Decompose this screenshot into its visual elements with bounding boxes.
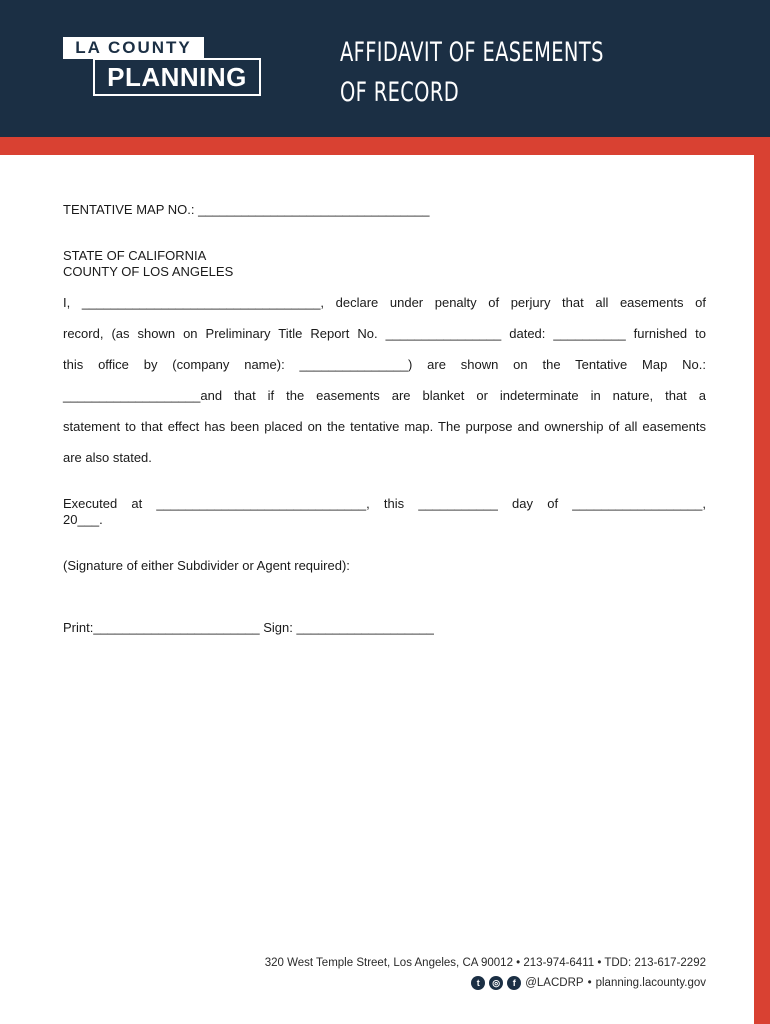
title-line-2: OF RECORD (340, 77, 460, 108)
tentative-map-field[interactable]: TENTATIVE MAP NO.: ________________________________ (63, 202, 430, 217)
executed-line[interactable]: Executed at _____________________________, this ___________ day of __________________, (63, 496, 706, 511)
county-label: COUNTY OF LOS ANGELES (63, 264, 234, 279)
declaration-line-1[interactable]: I, _________________________________, declare under penalty of perjury that all easements of (63, 295, 706, 310)
declaration-line-5: statement to that effect has been placed on the tentative map. The purpose and ownership of all easements (63, 419, 706, 434)
declaration-line-6: are also stated. (63, 450, 152, 465)
print-sign-fields[interactable]: Print:_______________________ Sign: ___________________ (63, 620, 434, 635)
footer-address: 320 West Temple Street, Los Angeles, CA 90012 • 213-974-6411 • TDD: 213-617-2292 (264, 957, 706, 969)
state-label: STATE OF CALIFORNIA (63, 248, 207, 263)
footer-social (471, 976, 706, 990)
logo-la-county: LA COUNTY (63, 37, 204, 59)
website-link[interactable]: planning.lacounty.gov (595, 977, 706, 989)
declaration-line-2[interactable]: record, (as shown on Preliminary Title Report No. ________________ dated: __________ furnished to (63, 326, 706, 341)
footer-separator: • (587, 977, 592, 989)
declaration-line-4[interactable]: ___________________and that if the easements are blanket or indeterminate in nature, that a (63, 388, 706, 403)
red-side-bar (754, 137, 770, 1024)
social-handle[interactable]: @LACDRP (525, 977, 584, 989)
declaration-line-3[interactable]: this office by (company name): _______________) are shown on the Tentative Map No.: (63, 357, 706, 372)
signature-note: (Signature of either Subdivider or Agent required): (63, 558, 350, 573)
header-banner (0, 0, 770, 137)
twitter-icon[interactable]: t (471, 976, 485, 990)
logo-planning: PLANNING (93, 58, 261, 96)
facebook-icon[interactable]: f (507, 976, 521, 990)
red-accent-bar (0, 137, 770, 155)
document-title (340, 33, 604, 113)
instagram-icon[interactable]: ◎ (489, 976, 503, 990)
title-line-1: AFFIDAVIT OF EASEMENTS (340, 37, 604, 68)
executed-year[interactable]: 20___. (63, 512, 103, 527)
